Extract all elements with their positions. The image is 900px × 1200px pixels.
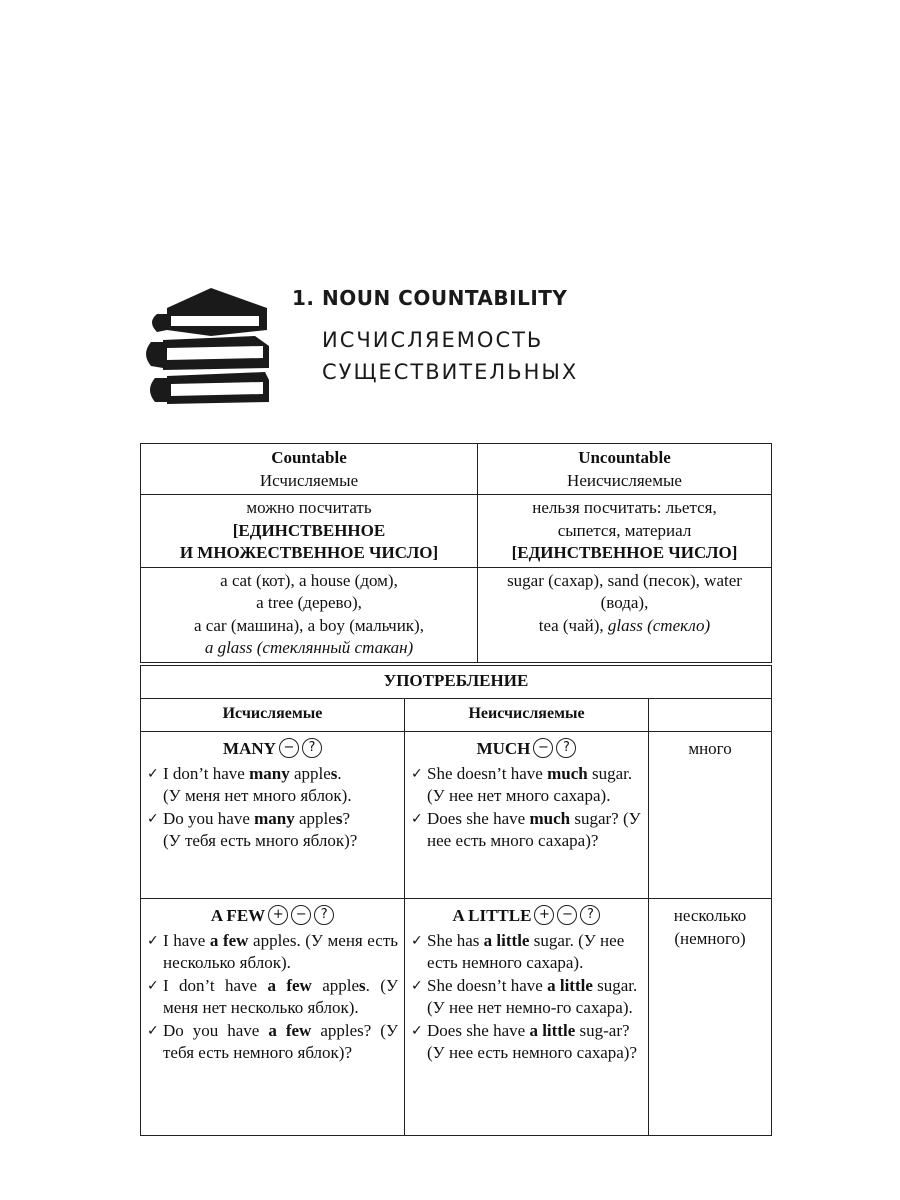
checkmark-icon: ✓ [411, 810, 423, 827]
checkmark-icon: ✓ [147, 765, 159, 782]
checkmark-icon: ✓ [147, 810, 159, 827]
countable-number-line-1: [ЕДИНСТВЕННОЕ [232, 520, 386, 540]
a-little-example-3: ✓ Does she have a little sug-ar? (У нее есть немного сахара)? [411, 1020, 638, 1062]
checkmark-icon: ✓ [411, 932, 423, 949]
uncountable-example-line-2: (вода), [600, 593, 649, 612]
plus-symbol: + [534, 905, 554, 925]
checkmark-icon: ✓ [411, 1022, 423, 1039]
minus-symbol: − [291, 905, 311, 925]
uncountable-example-italic: glass (стекло) [607, 615, 711, 635]
uncountable-header-cell [478, 444, 772, 495]
many-example-1: ✓ I don’t have many apples. (У меня нет много яблок). [147, 763, 352, 805]
minus-symbol: − [557, 905, 577, 925]
uncountable-examples-cell [478, 567, 772, 662]
countable-example-line-2: a tree (дерево), [256, 593, 362, 612]
question-symbol: ? [314, 905, 334, 925]
section-subtitle [322, 324, 578, 388]
books-stack-icon [145, 284, 273, 406]
countable-number-line-2: И МНОЖЕСТВЕННОЕ ЧИСЛО] [179, 543, 439, 562]
usage-table [140, 665, 772, 1136]
countable-example-line-1: a cat (кот), a house (дом), [220, 570, 398, 590]
a-little-cell [405, 899, 649, 1136]
plus-symbol: + [268, 905, 288, 925]
a-few-cell [141, 899, 405, 1136]
uncountable-title-ru: Неисчисляемые [567, 470, 682, 490]
countable-example-italic: a glass (стеклянный стакан) [204, 638, 414, 657]
countable-desc-cell [141, 495, 478, 568]
many-cell [141, 732, 405, 899]
subtitle-line-2: СУЩЕСТВИТЕЛЬНЫХ [322, 360, 579, 384]
checkmark-icon: ✓ [147, 932, 159, 949]
usage-col-uncountable: Неисчисляемые [405, 699, 649, 732]
uncountable-example-line-1: sugar (сахар), sand (песок), water [507, 570, 742, 590]
section-title: 1. NOUN COUNTABILITY [292, 286, 568, 310]
subtitle-line-1: ИСЧИСЛЯЕМОСТЬ [322, 328, 544, 352]
a-little-example-1: ✓ She has a little sugar. (У нее есть немного сахара). [411, 930, 625, 972]
uncountable-title: Uncountable [578, 448, 671, 467]
countable-example-line-3: a car (машина), a boy (мальчик), [194, 615, 424, 635]
a-little-example-2: ✓ She doesn’t have a little sugar. (У нее нет немно-го сахара). [411, 975, 638, 1017]
a-few-meaning-line-1: несколько [673, 906, 747, 925]
a-few-meaning [649, 899, 772, 1136]
a-few-keyword: A FEW + − ? [147, 905, 398, 928]
section-heading [292, 286, 578, 388]
question-symbol: ? [556, 738, 576, 758]
checkmark-icon: ✓ [147, 1022, 159, 1039]
much-keyword: MUCH − ? [411, 738, 642, 761]
countable-header-cell [141, 444, 478, 495]
a-little-keyword: A LITTLE + − ? [411, 905, 642, 928]
a-few-meaning-line-2: (немного) [674, 928, 746, 948]
many-meaning: много [649, 732, 772, 899]
usage-header: УПОТРЕБЛЕНИЕ [141, 666, 772, 699]
uncountable-desc-cell [478, 495, 772, 568]
usage-col-countable: Исчисляемые [141, 699, 405, 732]
minus-symbol: − [279, 738, 299, 758]
checkmark-icon: ✓ [411, 765, 423, 782]
much-example-2: ✓ Does she have much sugar? (У нее есть много сахара)? [411, 808, 641, 850]
a-few-example-3: ✓ Do you have a few apples? (У тебя есть немного яблок)? [147, 1020, 399, 1062]
countable-title: Countable [271, 448, 347, 467]
much-cell [405, 732, 649, 899]
question-symbol: ? [302, 738, 322, 758]
countable-title-ru: Исчисляемые [259, 470, 359, 490]
countable-desc: можно посчитать [246, 498, 372, 517]
a-few-example-1: ✓ I have a few apples. (У меня есть несколько яблок). [147, 930, 399, 972]
uncountable-desc-line-1: нельзя посчитать: льется, [532, 498, 717, 517]
usage-col-meaning [649, 699, 772, 732]
checkmark-icon: ✓ [411, 977, 423, 994]
uncountable-example-last: tea (чай), [538, 615, 608, 635]
minus-symbol: − [533, 738, 553, 758]
uncountable-example-line-3 [482, 615, 767, 638]
many-keyword: MANY − ? [147, 738, 398, 761]
a-few-example-2: ✓ I don’t have a few apples. (У меня нет несколько яблок). [147, 975, 398, 1017]
question-symbol: ? [580, 905, 600, 925]
much-example-1: ✓ She doesn’t have much sugar. (У нее нет много сахара). [411, 763, 633, 805]
countable-examples-cell [141, 567, 478, 662]
uncountable-number-line: [ЕДИНСТВЕННОЕ ЧИСЛО] [511, 543, 738, 562]
many-example-2: ✓ Do you have many apples? (У тебя есть много яблок)? [147, 808, 358, 850]
uncountable-desc-line-2: сыпется, материал [557, 520, 692, 540]
countability-table [140, 443, 772, 663]
checkmark-icon: ✓ [147, 977, 159, 994]
